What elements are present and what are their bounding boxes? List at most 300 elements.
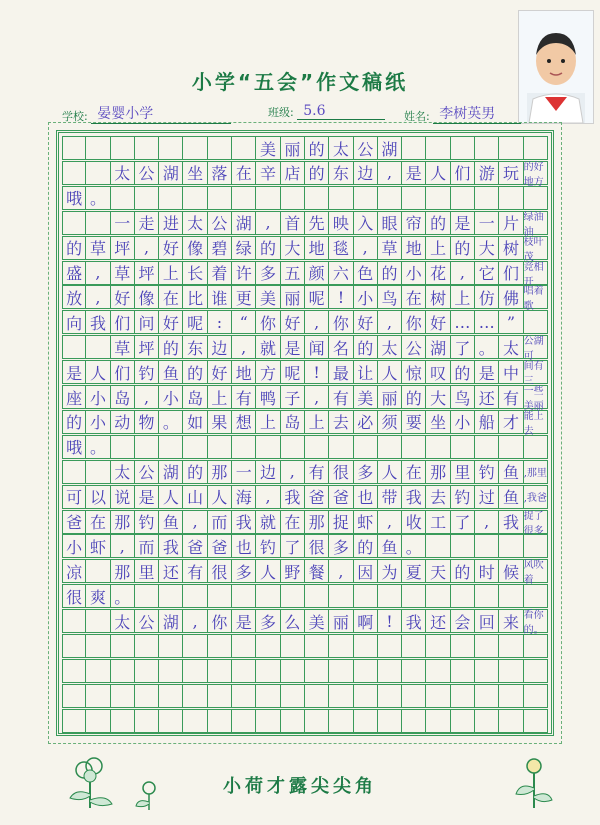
grid-cell: 捉了很多 xyxy=(524,510,548,534)
grid-cell: 很 xyxy=(208,559,232,583)
grid-cell: 公 xyxy=(135,161,159,185)
grid-cell xyxy=(426,186,450,210)
grid-row xyxy=(62,485,548,509)
grid-cell xyxy=(208,186,232,210)
grid-cell xyxy=(354,186,378,210)
grid-cell: 问 xyxy=(135,310,159,334)
grid-cell: 丽 xyxy=(329,609,353,633)
grid-row xyxy=(62,310,548,334)
grid-cell: 鸟 xyxy=(378,285,402,309)
grid-cell: 的 xyxy=(354,335,378,359)
grid-cell xyxy=(402,136,426,160)
grid-cell xyxy=(475,186,499,210)
grid-cell: 东 xyxy=(183,335,207,359)
grid-cell: : xyxy=(208,310,232,334)
grid-cell xyxy=(208,435,232,459)
grid-cell: 岛 xyxy=(281,410,305,434)
grid-cell xyxy=(111,634,135,658)
grid-row xyxy=(62,435,548,459)
grid-cell: , xyxy=(451,261,475,285)
grid-cell xyxy=(329,659,353,683)
grid-cell: , xyxy=(135,385,159,409)
grid-cell xyxy=(378,186,402,210)
grid-cell xyxy=(208,684,232,708)
grid-cell xyxy=(159,634,183,658)
grid-cell xyxy=(499,709,523,733)
grid-cell xyxy=(354,659,378,683)
grid-cell: 。 xyxy=(86,186,110,210)
grid-cell: 的 xyxy=(354,534,378,558)
school-value: 晏婴小学 xyxy=(91,103,231,124)
grid-cell: 坐 xyxy=(183,161,207,185)
grid-cell: 我 xyxy=(159,534,183,558)
grid-cell: 是 xyxy=(232,609,256,633)
grid-cell: 好 xyxy=(159,236,183,260)
grid-cell: 大 xyxy=(281,236,305,260)
grid-cell xyxy=(305,186,329,210)
grid-cell xyxy=(232,136,256,160)
grid-cell: 唱着歌 xyxy=(524,285,548,309)
grid-cell xyxy=(524,310,548,334)
grid-cell: 里 xyxy=(451,460,475,484)
grid-cell: 去 xyxy=(329,410,353,434)
grid-cell: 很 xyxy=(305,534,329,558)
grid-row xyxy=(62,161,548,188)
grid-cell xyxy=(135,435,159,459)
grid-cell xyxy=(86,609,110,633)
grid-cell: 么 xyxy=(281,609,305,633)
grid-cell: 公 xyxy=(354,136,378,160)
grid-cell xyxy=(86,211,110,235)
grid-cell: 要 xyxy=(402,410,426,434)
grid-cell: 我 xyxy=(499,510,523,534)
grid-cell: 丽 xyxy=(281,136,305,160)
grid-cell: ! xyxy=(378,609,402,633)
grid-cell: , xyxy=(281,460,305,484)
grid-cell xyxy=(499,659,523,683)
grid-cell: 那 xyxy=(426,460,450,484)
grid-cell: , xyxy=(111,534,135,558)
grid-cell: 的 xyxy=(62,410,86,434)
grid-cell: 。 xyxy=(475,335,499,359)
grid-cell: 风吹着 xyxy=(524,559,548,583)
grid-row xyxy=(62,236,548,263)
grid-cell xyxy=(475,534,499,558)
grid-cell xyxy=(451,584,475,608)
grid-cell: 想 xyxy=(232,410,256,434)
grid-cell: 哦 xyxy=(62,435,86,459)
grid-cell xyxy=(475,659,499,683)
grid-cell: 小 xyxy=(451,410,475,434)
grid-cell xyxy=(183,584,207,608)
grid-cell: 人 xyxy=(378,460,402,484)
grid-cell xyxy=(354,684,378,708)
grid-cell xyxy=(183,435,207,459)
grid-cell xyxy=(281,709,305,733)
grid-cell: 啊 xyxy=(354,609,378,633)
grid-cell: 落 xyxy=(208,161,232,185)
grid-cell: 去 xyxy=(426,485,450,509)
grid-cell: 大 xyxy=(426,385,450,409)
grid-cell xyxy=(256,584,280,608)
grid-cell: 我 xyxy=(281,485,305,509)
grid-cell xyxy=(183,709,207,733)
grid-cell: 来 xyxy=(499,609,523,633)
grid-cell xyxy=(378,709,402,733)
grid-cell: 的 xyxy=(305,161,329,185)
grid-cell xyxy=(451,659,475,683)
grid-cell: 能上去 xyxy=(524,410,548,434)
grid-cell xyxy=(62,709,86,733)
grid-cell xyxy=(475,684,499,708)
grid-cell: 我 xyxy=(402,485,426,509)
grid-cell: 我 xyxy=(232,510,256,534)
grid-cell: 凉 xyxy=(62,559,86,583)
grid-cell: 草 xyxy=(111,261,135,285)
grid-cell: 美 xyxy=(256,136,280,160)
paper-title: 小学“五会”作文稿纸 xyxy=(191,70,409,94)
grid-cell: ! xyxy=(305,360,329,384)
grid-row xyxy=(62,410,548,437)
grid-cell: 它 xyxy=(475,261,499,285)
grid-cell xyxy=(183,634,207,658)
grid-row xyxy=(62,186,548,210)
grid-cell: 湖 xyxy=(159,609,183,633)
grid-cell: 向 xyxy=(62,310,86,334)
grid-cell: 让 xyxy=(354,360,378,384)
grid-cell: , xyxy=(378,161,402,185)
grid-cell: 爸 xyxy=(208,534,232,558)
grid-cell: 了 xyxy=(281,534,305,558)
grid-cell: 上 xyxy=(451,285,475,309)
grid-cell: 岛 xyxy=(111,385,135,409)
grid-cell xyxy=(451,709,475,733)
grid-cell: 地 xyxy=(232,360,256,384)
grid-cell: 枝叶茂 xyxy=(524,236,548,260)
grid-cell: 时 xyxy=(475,559,499,583)
grid-cell: 碧 xyxy=(208,236,232,260)
grid-cell: 公 xyxy=(135,460,159,484)
grid-row xyxy=(62,136,548,160)
grid-cell: 丽 xyxy=(378,385,402,409)
grid-cell xyxy=(305,634,329,658)
grid-cell: 物 xyxy=(135,410,159,434)
grid-cell xyxy=(62,335,86,359)
grid-cell: 首 xyxy=(281,211,305,235)
grid-cell xyxy=(499,136,523,160)
grid-cell xyxy=(524,709,548,733)
grid-cell: … xyxy=(451,310,475,334)
grid-cell: 公 xyxy=(135,609,159,633)
grid-cell xyxy=(159,684,183,708)
grid-cell xyxy=(208,634,232,658)
grid-cell xyxy=(86,335,110,359)
grid-cell: 鸟 xyxy=(451,385,475,409)
grid-cell: 边 xyxy=(256,460,280,484)
grid-cell: 了 xyxy=(451,335,475,359)
grid-cell: 过 xyxy=(475,485,499,509)
grid-cell: 最 xyxy=(329,360,353,384)
grid-cell: 店 xyxy=(281,161,305,185)
grid-cell: 太 xyxy=(499,335,523,359)
grid-cell xyxy=(232,684,256,708)
grid-cell: 呢 xyxy=(305,285,329,309)
grid-cell xyxy=(159,659,183,683)
grid-cell: 的 xyxy=(159,335,183,359)
grid-cell xyxy=(232,186,256,210)
grid-cell xyxy=(305,709,329,733)
grid-cell xyxy=(524,634,548,658)
grid-cell: 你 xyxy=(329,310,353,334)
grid-cell: 还 xyxy=(159,559,183,583)
grid-cell: 收 xyxy=(402,510,426,534)
grid-cell: 鸭 xyxy=(256,385,280,409)
grid-cell xyxy=(208,659,232,683)
grid-cell: 好 xyxy=(111,285,135,309)
grid-cell: 在 xyxy=(402,285,426,309)
grid-cell: , xyxy=(183,510,207,534)
grid-row xyxy=(62,261,548,288)
grid-cell xyxy=(451,684,475,708)
grid-cell: 上 xyxy=(159,261,183,285)
grid-cell: 说 xyxy=(111,485,135,509)
grid-cell: 钓 xyxy=(475,460,499,484)
grid-cell: 先 xyxy=(305,211,329,235)
grid-cell: 。 xyxy=(402,534,426,558)
grid-cell xyxy=(281,634,305,658)
grid-cell xyxy=(183,136,207,160)
grid-cell xyxy=(86,684,110,708)
grid-cell xyxy=(111,709,135,733)
grid-cell: 太 xyxy=(378,335,402,359)
grid-cell xyxy=(256,684,280,708)
grid-cell xyxy=(62,659,86,683)
grid-cell: 的 xyxy=(451,360,475,384)
grid-cell: 坪 xyxy=(135,335,159,359)
grid-cell xyxy=(329,709,353,733)
grid-cell: 呢 xyxy=(281,360,305,384)
grid-cell: 多 xyxy=(232,559,256,583)
footer-slogan: 小荷才露尖尖角 xyxy=(223,776,377,797)
grid-cell: 一些美丽 xyxy=(524,385,548,409)
grid-cell: 虾 xyxy=(354,510,378,534)
grid-cell xyxy=(524,435,548,459)
grid-cell: 是 xyxy=(281,335,305,359)
grid-cell xyxy=(378,659,402,683)
grid-cell: 鱼 xyxy=(499,485,523,509)
grid-cell: 方 xyxy=(256,360,280,384)
grid-cell: 为 xyxy=(378,559,402,583)
grid-cell: 太 xyxy=(111,460,135,484)
grid-cell: 绿 xyxy=(232,236,256,260)
grid-cell: 湖 xyxy=(378,136,402,160)
grid-cell: 的 xyxy=(451,559,475,583)
grid-cell: 有 xyxy=(305,460,329,484)
grid-cell: 美 xyxy=(305,609,329,633)
grid-cell xyxy=(451,136,475,160)
grid-cell xyxy=(62,136,86,160)
grid-cell xyxy=(183,659,207,683)
grid-cell xyxy=(524,684,548,708)
grid-cell xyxy=(135,186,159,210)
grid-cell xyxy=(62,460,86,484)
grid-cell xyxy=(159,136,183,160)
grid-cell: , xyxy=(378,510,402,534)
grid-cell: 公湖可 xyxy=(524,335,548,359)
grid-cell: 天 xyxy=(426,559,450,583)
grid-cell: 走 xyxy=(135,211,159,235)
grid-cell xyxy=(135,659,159,683)
grid-cell: 着 xyxy=(208,261,232,285)
grid-cell: ” xyxy=(499,310,523,334)
writing-grid xyxy=(56,130,554,736)
grid-cell: 太 xyxy=(111,609,135,633)
grid-cell: 上 xyxy=(208,385,232,409)
grid-cell xyxy=(305,684,329,708)
grid-cell: 多 xyxy=(354,460,378,484)
grid-cell: 鱼 xyxy=(159,360,183,384)
grid-cell xyxy=(256,435,280,459)
grid-cell: ,我爸 xyxy=(524,485,548,509)
grid-cell: 那 xyxy=(208,460,232,484)
grid-cell: 会 xyxy=(451,609,475,633)
grid-cell: 船 xyxy=(475,410,499,434)
grid-cell: 虾 xyxy=(86,534,110,558)
grid-cell: 的 xyxy=(62,236,86,260)
grid-cell: 以 xyxy=(86,485,110,509)
grid-cell: 的 xyxy=(402,385,426,409)
grid-cell xyxy=(402,584,426,608)
grid-cell: 是 xyxy=(402,161,426,185)
grid-cell: 更 xyxy=(232,285,256,309)
grid-cell xyxy=(329,584,353,608)
grid-row xyxy=(62,684,548,708)
grid-cell: 好 xyxy=(159,310,183,334)
grid-cell: 那 xyxy=(111,510,135,534)
grid-cell: 人 xyxy=(378,360,402,384)
grid-cell xyxy=(426,709,450,733)
grid-cell xyxy=(281,659,305,683)
grid-cell: 五 xyxy=(281,261,305,285)
grid-row xyxy=(62,584,548,608)
grid-cell: 绿油油 xyxy=(524,211,548,235)
grid-cell xyxy=(232,659,256,683)
name-label: 姓名: xyxy=(404,110,430,123)
grid-cell: 也 xyxy=(354,485,378,509)
grid-cell: 海 xyxy=(232,485,256,509)
grid-cell: 一 xyxy=(232,460,256,484)
grid-cell xyxy=(354,584,378,608)
grid-cell: 地 xyxy=(305,236,329,260)
grid-cell: 爽 xyxy=(86,584,110,608)
grid-cell: 的 xyxy=(256,236,280,260)
grid-cell: 爸 xyxy=(305,485,329,509)
grid-cell xyxy=(329,684,353,708)
grid-cell xyxy=(402,709,426,733)
grid-cell: 像 xyxy=(135,285,159,309)
grid-cell: 盛 xyxy=(62,261,86,285)
grid-cell: 在 xyxy=(281,510,305,534)
grid-cell: 而 xyxy=(208,510,232,534)
grid-cell xyxy=(281,584,305,608)
grid-cell: 工 xyxy=(426,510,450,534)
grid-cell xyxy=(135,684,159,708)
grid-cell xyxy=(111,136,135,160)
grid-cell xyxy=(256,634,280,658)
grid-cell: 叹 xyxy=(426,360,450,384)
grid-cell: 入 xyxy=(354,211,378,235)
grid-cell xyxy=(402,435,426,459)
grid-cell: 毯 xyxy=(329,236,353,260)
grid-cell xyxy=(524,136,548,160)
grid-cell xyxy=(499,435,523,459)
grid-row xyxy=(62,460,548,484)
grid-cell xyxy=(451,186,475,210)
grid-cell xyxy=(135,634,159,658)
grid-cell xyxy=(86,559,110,583)
grid-cell xyxy=(86,659,110,683)
grid-cell xyxy=(135,709,159,733)
grid-cell: 钓 xyxy=(135,510,159,534)
grid-cell: 是 xyxy=(475,360,499,384)
grid-cell: 很 xyxy=(62,584,86,608)
grid-cell xyxy=(232,435,256,459)
grid-cell xyxy=(378,435,402,459)
grid-cell: 的 xyxy=(305,136,329,160)
grid-cell: ,那里 xyxy=(524,460,548,484)
grid-cell: 一 xyxy=(111,211,135,235)
grid-cell: 长 xyxy=(183,261,207,285)
grid-cell: , xyxy=(305,310,329,334)
grid-cell xyxy=(426,534,450,558)
grid-cell: 爸 xyxy=(183,534,207,558)
grid-cell: , xyxy=(305,385,329,409)
grid-cell xyxy=(475,136,499,160)
grid-row xyxy=(62,385,548,412)
grid-cell: ! xyxy=(329,285,353,309)
grid-cell xyxy=(475,709,499,733)
grid-row xyxy=(62,510,548,537)
grid-cell: 可 xyxy=(62,485,86,509)
grid-cell xyxy=(451,534,475,558)
grid-row xyxy=(62,559,548,587)
grid-cell: 有 xyxy=(183,559,207,583)
grid-cell xyxy=(86,161,110,185)
grid-cell: 花 xyxy=(426,261,450,285)
grid-cell: 才 xyxy=(499,410,523,434)
grid-cell xyxy=(329,186,353,210)
grid-row xyxy=(62,609,548,637)
grid-cell: 带 xyxy=(378,485,402,509)
grid-cell xyxy=(159,186,183,210)
grid-cell xyxy=(281,435,305,459)
grid-cell: 餐 xyxy=(305,559,329,583)
grid-cell: , xyxy=(86,285,110,309)
grid-cell xyxy=(475,435,499,459)
school-label: 学校: xyxy=(62,110,88,123)
grid-cell: 们 xyxy=(451,161,475,185)
grid-cell xyxy=(524,534,548,558)
grid-cell: … xyxy=(475,310,499,334)
grid-cell: 小 xyxy=(402,261,426,285)
grid-cell xyxy=(499,186,523,210)
grid-cell: 我 xyxy=(402,609,426,633)
grid-cell: 们 xyxy=(111,310,135,334)
grid-cell: 地 xyxy=(402,236,426,260)
grid-cell xyxy=(305,584,329,608)
grid-cell: 的 xyxy=(378,261,402,285)
grid-cell: 映 xyxy=(329,211,353,235)
